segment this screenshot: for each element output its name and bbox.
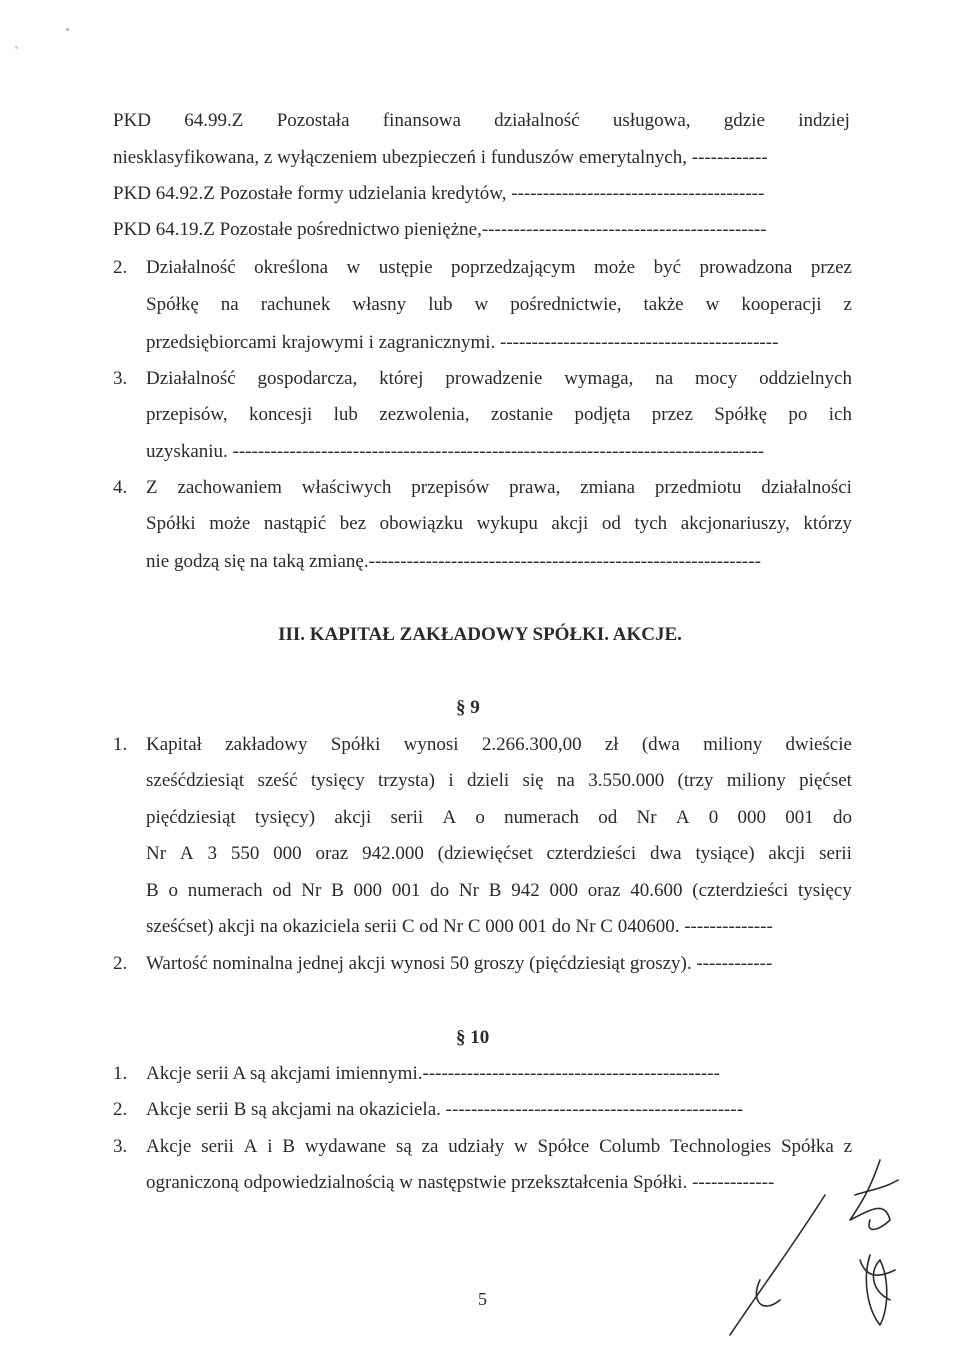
- item-line: [146, 293, 852, 317]
- word: tysiące): [695, 843, 755, 864]
- word: A: [442, 807, 457, 828]
- item-line-text: [146, 842, 852, 866]
- word: koncesji: [248, 404, 313, 425]
- word: i: [448, 770, 454, 791]
- word: Nr: [301, 880, 322, 901]
- pkd-line: [113, 218, 850, 242]
- word: A: [179, 843, 194, 864]
- item-line: [146, 440, 852, 464]
- item-line: [146, 806, 852, 830]
- word: indziej: [798, 110, 850, 131]
- item-line-text: Akcje serii B są akcjami na okaziciela. -----------------------------------------------: [146, 1099, 744, 1120]
- word: zachowaniem: [177, 477, 282, 498]
- word: zezwolenia,: [379, 404, 470, 425]
- item-line-text: [146, 733, 852, 757]
- item-line: [146, 1098, 852, 1122]
- word: 000: [737, 807, 767, 828]
- word: PKD: [113, 110, 152, 131]
- word: Z: [146, 477, 158, 498]
- word: się: [522, 770, 544, 791]
- item-line: [146, 476, 852, 500]
- item-number: 1.: [113, 1063, 128, 1084]
- word: przez: [810, 257, 852, 278]
- word: podjęta: [574, 404, 631, 425]
- word: usługowa,: [612, 110, 691, 131]
- word: kooperacji: [741, 294, 822, 315]
- item-line-text: ograniczoną odpowiedzialnością w następstwie przekształcenia Spółki. -------------: [146, 1172, 775, 1193]
- word: od: [601, 513, 621, 534]
- word: i: [267, 1136, 273, 1157]
- word: Spółki: [146, 513, 196, 534]
- word: od: [272, 880, 292, 901]
- word: na: [655, 368, 674, 389]
- word: oraz: [315, 843, 349, 864]
- item-line-text: przedsiębiorcami krajowymi i zagranicznymi. --------------------------------------------: [146, 332, 779, 353]
- word: 000: [273, 843, 302, 864]
- word: Działalność: [146, 368, 236, 389]
- page-number: 5: [478, 1289, 487, 1309]
- word: akcji: [551, 513, 589, 534]
- word: wykupu: [476, 513, 538, 534]
- word: miliony: [726, 770, 786, 791]
- item-number: 3.: [113, 368, 128, 389]
- word: Kapitał: [146, 734, 202, 755]
- word: tysięcy: [310, 770, 365, 791]
- word: Technologies: [670, 1136, 772, 1157]
- word: prowadzona: [699, 257, 793, 278]
- item-line: [146, 879, 852, 903]
- word: gdzie: [723, 110, 765, 131]
- word: Nr: [458, 880, 479, 901]
- item-line: [146, 733, 852, 757]
- word: przez: [651, 404, 693, 425]
- word: dwa: [649, 843, 682, 864]
- word: 942.000: [362, 843, 424, 864]
- pkd-line-text: niesklasyfikowana, z wyłączeniem ubezpieczeń i funduszów emerytalnych, ------------: [113, 147, 768, 168]
- word: Spółka: [780, 1136, 834, 1157]
- word: prowadzenie: [445, 368, 543, 389]
- word: akcji: [334, 807, 372, 828]
- word: obowiązku: [379, 513, 464, 534]
- word: dzieli: [466, 770, 510, 791]
- word: 942: [511, 880, 540, 901]
- word: udziały: [448, 1136, 505, 1157]
- word: numerach: [504, 807, 580, 828]
- item-line-text: Wartość nominalna jednej akcji wynosi 50 groszy (pięćdziesiąt groszy). ------------: [146, 953, 773, 974]
- item-line-text: sześćset) akcji na okaziciela serii C od Nr C 000 001 do Nr C 040600. --------------: [146, 916, 773, 937]
- word: nastąpić: [263, 513, 327, 534]
- word: serii: [201, 1136, 234, 1157]
- word: 000: [549, 880, 578, 901]
- word: tysięcy: [798, 880, 852, 901]
- item-line-text: uzyskaniu. ------------------------------------------------------------------------------------: [146, 441, 765, 462]
- item-line: [146, 331, 852, 355]
- word: miliony: [703, 734, 763, 755]
- item-line: [146, 952, 852, 976]
- item-line-text: Akcje serii A są akcjami imiennymi.-----------------------------------------------: [146, 1063, 720, 1084]
- word: przedmiotu: [654, 477, 742, 498]
- word: 3: [207, 843, 217, 864]
- word: może: [209, 513, 251, 534]
- word: własny: [352, 294, 407, 315]
- word: trzysta): [378, 770, 436, 791]
- word: czterdzieści: [546, 843, 637, 864]
- word: 40.600: [630, 880, 683, 901]
- word: rachunek: [260, 294, 331, 315]
- word: w: [705, 294, 720, 315]
- word: do: [832, 807, 852, 828]
- word: tych: [634, 513, 668, 534]
- item-number: 2.: [113, 1099, 128, 1120]
- word: numerach: [187, 880, 263, 901]
- word: wydawane: [304, 1136, 387, 1157]
- word: Spółkę: [714, 404, 768, 425]
- word: pośrednictwie,: [510, 294, 622, 315]
- word: właściwych: [301, 477, 392, 498]
- pkd-line-text: [113, 109, 850, 133]
- word: zł: [604, 734, 619, 755]
- item-line: [146, 403, 852, 427]
- item-number: 2.: [113, 953, 128, 974]
- word: 0: [708, 807, 719, 828]
- word: są: [395, 1136, 412, 1157]
- word: z: [843, 294, 852, 315]
- word: oddzielnych: [759, 368, 852, 389]
- item-number: 2.: [113, 257, 128, 278]
- word: Działalność: [146, 257, 236, 278]
- item-line: [146, 256, 852, 280]
- word: której: [379, 368, 424, 389]
- item-line-text: [146, 512, 852, 536]
- word: bez: [339, 513, 367, 534]
- word: lub: [333, 404, 358, 425]
- word: 3.550.000: [588, 770, 665, 791]
- item-number: 1.: [113, 734, 128, 755]
- handwritten-signature: [720, 1150, 950, 1350]
- item-line: [146, 769, 852, 793]
- word: mocy: [695, 368, 738, 389]
- scan-speck: [15, 46, 18, 49]
- item-line-text: [146, 256, 852, 280]
- word: Spółki: [330, 734, 381, 755]
- word: dwieście: [785, 734, 852, 755]
- word: serii: [819, 843, 852, 864]
- word: Spółkę: [146, 294, 199, 315]
- pkd-line: [113, 182, 850, 206]
- word: (dwa: [641, 734, 680, 755]
- word: Akcje: [146, 1136, 192, 1157]
- item-line-text: [146, 367, 852, 391]
- item-line-text: [146, 403, 852, 427]
- word: z: [843, 1136, 852, 1157]
- scan-speck: [66, 28, 69, 31]
- paragraph-label: § 9: [456, 697, 480, 718]
- word: B: [282, 1136, 296, 1157]
- word: do: [430, 880, 450, 901]
- word: o: [475, 807, 485, 828]
- pkd-line-text: PKD 64.19.Z Pozostałe pośrednictwo pieniężne,---------------------------------------------: [113, 219, 767, 240]
- word: pięćdziesiąt: [146, 807, 236, 828]
- word: oraz: [587, 880, 621, 901]
- paragraph-label: § 10: [456, 1027, 490, 1048]
- word: akcjonariuszy,: [680, 513, 790, 534]
- word: na: [556, 770, 575, 791]
- word: określona: [254, 257, 329, 278]
- word: 000: [353, 880, 383, 901]
- word: ich: [828, 404, 852, 425]
- word: działalności: [761, 477, 852, 498]
- word: pięćset: [799, 770, 852, 791]
- word: sześć: [257, 770, 298, 791]
- pkd-line: [113, 146, 850, 170]
- word: 001: [785, 807, 814, 828]
- item-line: [146, 915, 852, 939]
- word: sześćdziesiąt: [146, 770, 245, 791]
- word: (trzy: [677, 770, 714, 791]
- word: gospodarcza,: [257, 368, 358, 389]
- word: lub: [428, 294, 453, 315]
- word: od: [598, 807, 618, 828]
- word: o: [168, 880, 178, 901]
- item-line-text: nie godzą się na taką zmianę.--------------------------------------------------------------: [146, 551, 761, 572]
- item-line: [146, 367, 852, 391]
- word: A: [675, 807, 690, 828]
- item-number: 3.: [113, 1136, 128, 1157]
- item-line: [146, 1062, 852, 1086]
- item-line-text: [146, 879, 852, 903]
- item-line: [146, 842, 852, 866]
- section-heading: III. KAPITAŁ ZAKŁADOWY SPÓŁKI. AKCJE.: [278, 624, 682, 645]
- word: B: [331, 880, 344, 901]
- word: Nr: [636, 807, 657, 828]
- word: finansowa: [382, 110, 461, 131]
- word: wymaga,: [564, 368, 634, 389]
- word: zostanie: [490, 404, 554, 425]
- word: zakładowy: [225, 734, 308, 755]
- word: B: [146, 880, 159, 901]
- word: działalność: [494, 110, 580, 131]
- item-line: [146, 550, 852, 574]
- word: wynosi: [403, 734, 459, 755]
- word: (dziewięćset: [437, 843, 533, 864]
- item-line-text: [146, 293, 852, 317]
- pkd-line-text: PKD 64.92.Z Pozostałe formy udzielania kredytów, ----------------------------------------: [113, 183, 765, 204]
- word: zmiana: [580, 477, 636, 498]
- word: Columb: [599, 1136, 661, 1157]
- item-line: [146, 512, 852, 536]
- word: w: [514, 1136, 528, 1157]
- item-line-text: [146, 769, 852, 793]
- word: serii: [390, 807, 424, 828]
- word: 2.266.300,00: [481, 734, 582, 755]
- word: w: [346, 257, 361, 278]
- word: B: [488, 880, 502, 901]
- word: prawa,: [509, 477, 561, 498]
- word: może: [593, 257, 636, 278]
- word: ustępie: [378, 257, 433, 278]
- word: także: [643, 294, 684, 315]
- word: w: [474, 294, 489, 315]
- item-line-text: [146, 806, 852, 830]
- word: 001: [391, 880, 421, 901]
- item-number: 4.: [113, 477, 128, 498]
- word: A: [243, 1136, 258, 1157]
- word: Pozostała: [276, 110, 350, 131]
- word: akcji: [768, 843, 806, 864]
- word: na: [220, 294, 239, 315]
- item-line-text: [146, 476, 852, 500]
- word: po: [788, 404, 808, 425]
- word: być: [653, 257, 682, 278]
- word: Nr: [146, 843, 167, 864]
- word: 550: [230, 843, 260, 864]
- word: tysięcy): [254, 807, 316, 828]
- word: przepisów,: [146, 404, 228, 425]
- word: Spółce: [537, 1136, 590, 1157]
- word: którzy: [803, 513, 852, 534]
- word: 64.99.Z: [184, 110, 244, 131]
- word: poprzedzającym: [451, 257, 576, 278]
- word: (czterdzieści: [692, 880, 789, 901]
- word: za: [421, 1136, 439, 1157]
- pkd-line: [113, 109, 850, 133]
- word: przepisów: [411, 477, 490, 498]
